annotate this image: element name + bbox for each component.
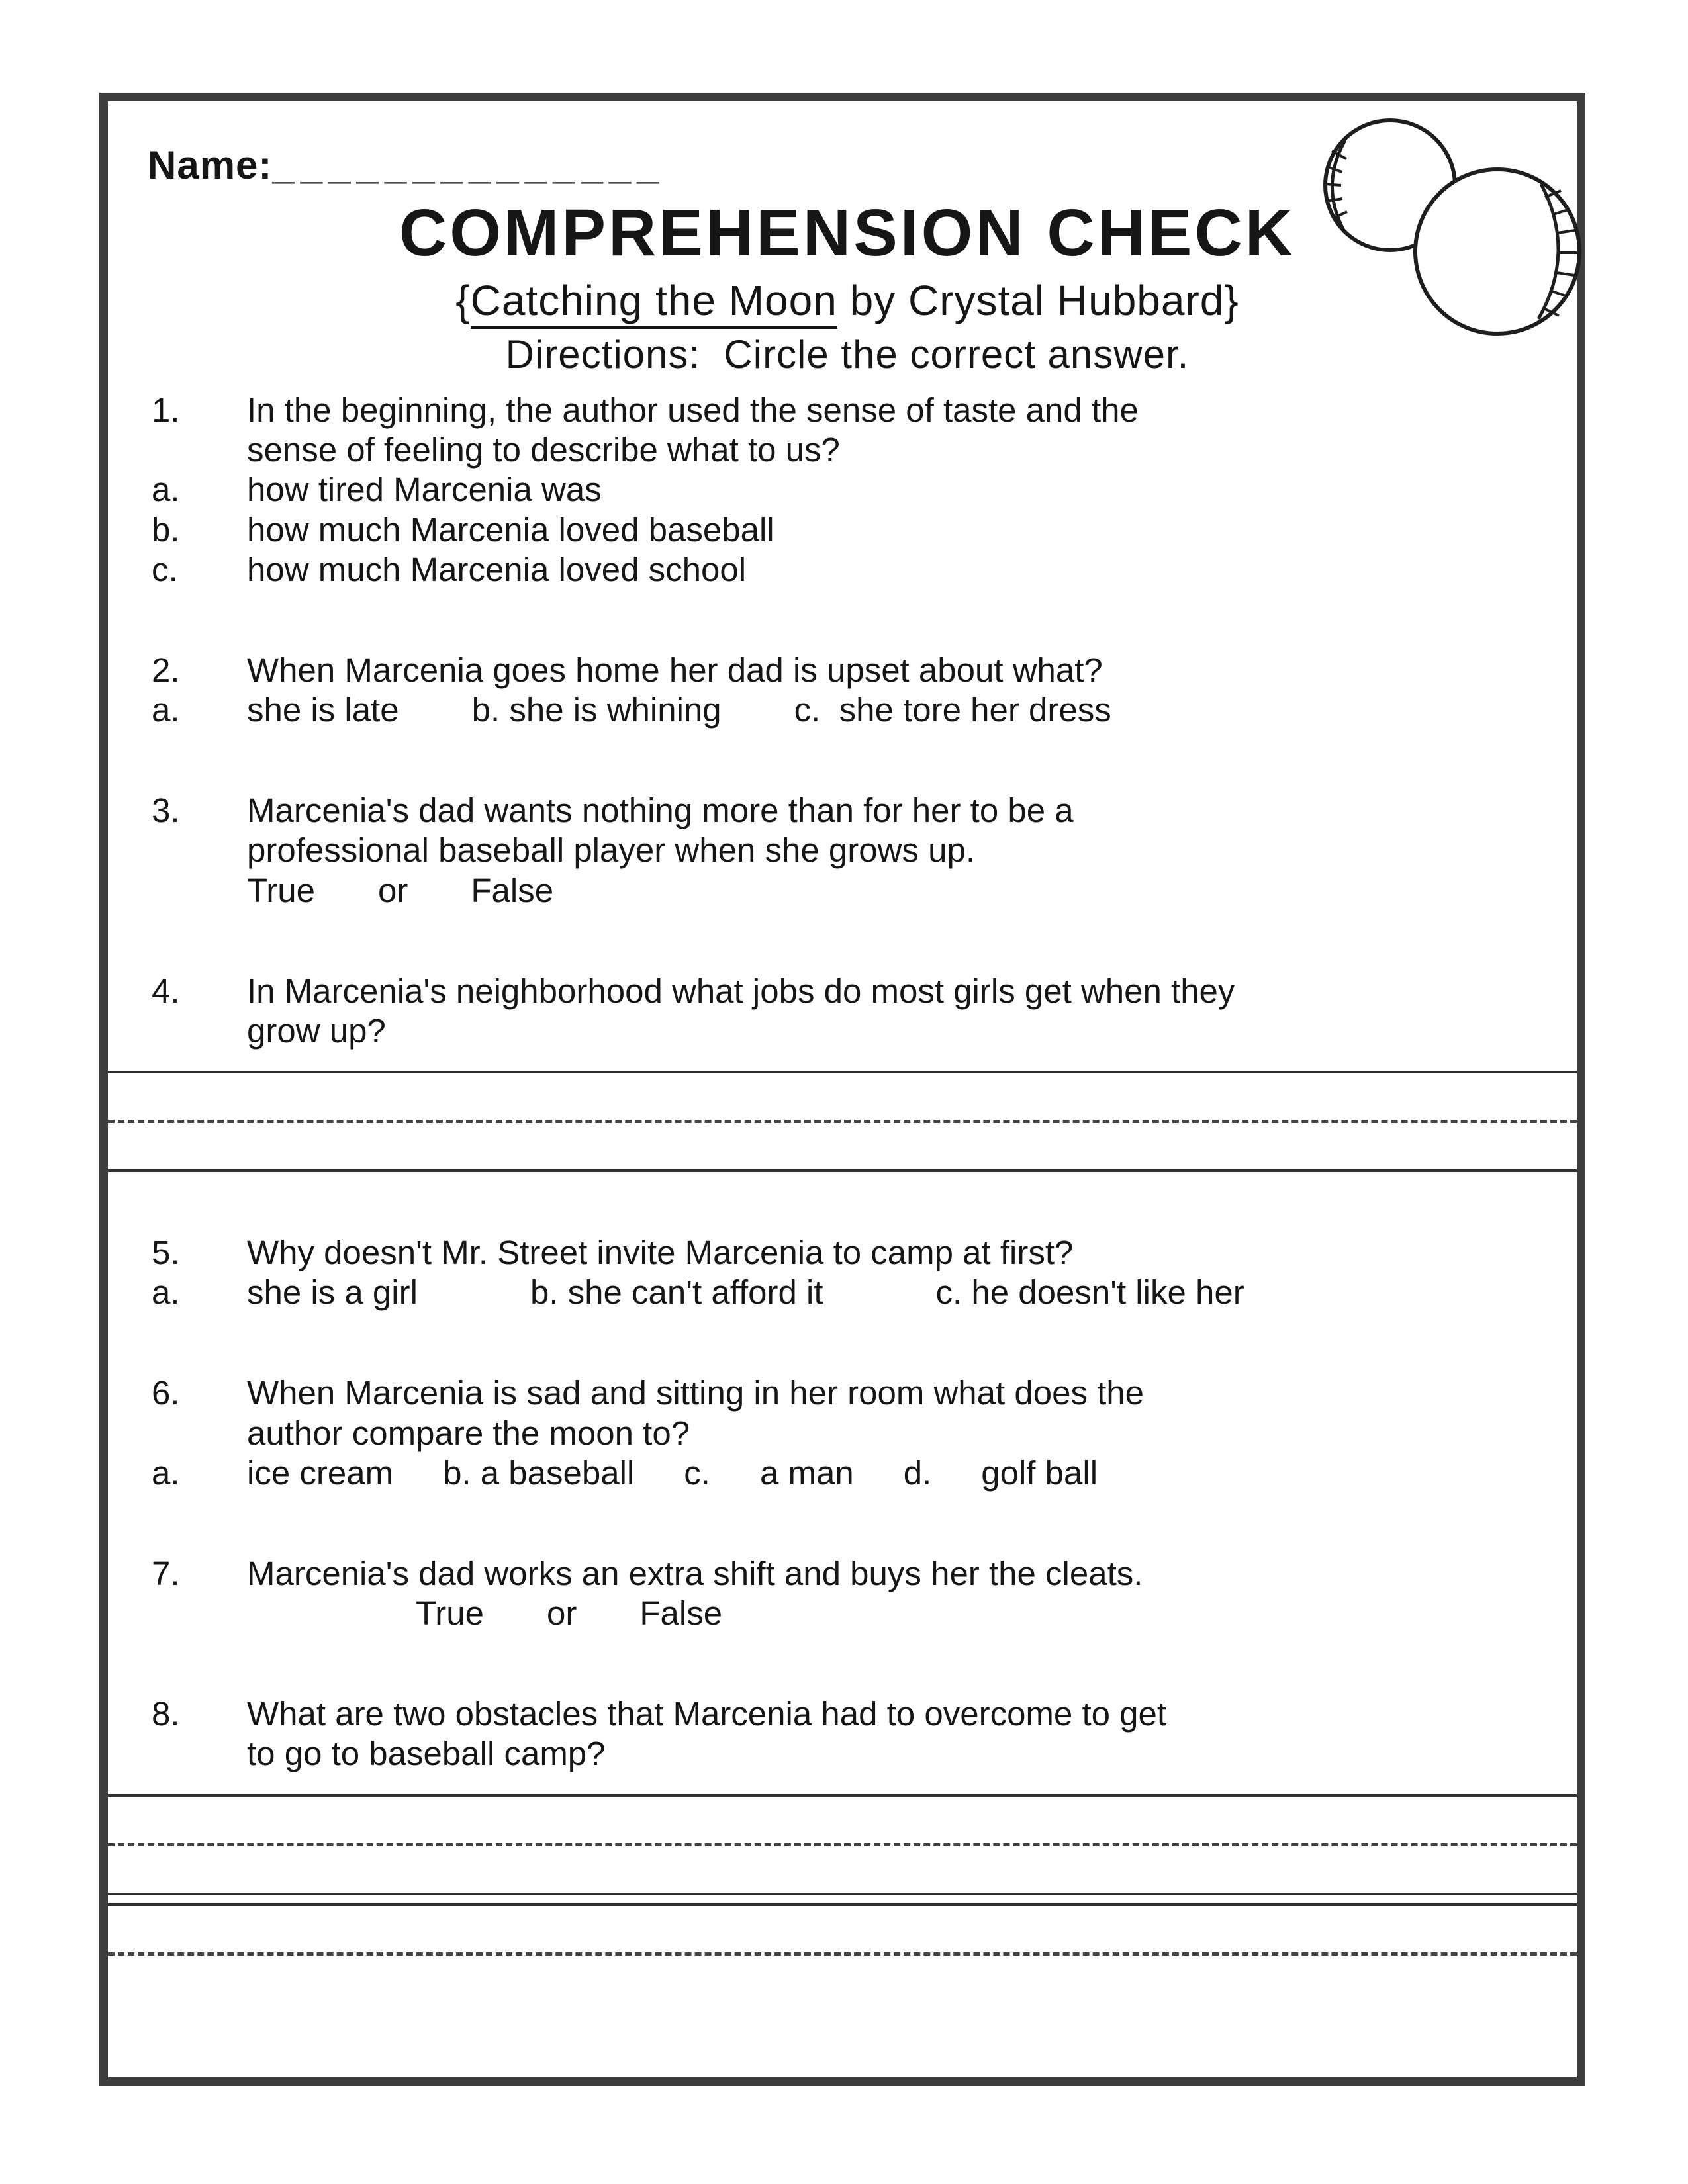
choice-option[interactable]: she is late bbox=[247, 691, 399, 729]
book-title: Catching the Moon bbox=[471, 277, 837, 329]
question-2 bbox=[148, 651, 1547, 730]
true-false-row bbox=[247, 871, 1547, 911]
true-option[interactable]: True bbox=[416, 1594, 484, 1633]
choice-option[interactable]: how much Marcenia loved school bbox=[247, 550, 747, 588]
question-number: 2. bbox=[152, 651, 180, 689]
choice-option[interactable]: ice cream bbox=[247, 1453, 394, 1492]
name-label: Name: bbox=[148, 143, 273, 187]
directions-text: Directions: Circle the correct answer. bbox=[505, 332, 1190, 377]
choice-letter: a. bbox=[152, 1273, 180, 1312]
question-text-line: Marcenia's dad works an extra shift and buys her the cleats. bbox=[247, 1554, 1143, 1592]
answer-line-dashed[interactable] bbox=[108, 1952, 1577, 1956]
page-border-frame bbox=[99, 93, 1585, 2086]
choice-letter: c. bbox=[684, 1453, 710, 1492]
question-number: 8. bbox=[152, 1695, 180, 1733]
choice-letter: a. bbox=[152, 691, 180, 729]
worksheet-title: COMPREHENSION CHECK bbox=[399, 196, 1295, 270]
answer-line-dashed[interactable] bbox=[108, 1843, 1577, 1846]
question-4 bbox=[148, 972, 1547, 1172]
question-3 bbox=[148, 791, 1547, 911]
question-5 bbox=[148, 1233, 1547, 1312]
false-option[interactable]: False bbox=[471, 871, 554, 909]
question-text-line: to go to baseball camp? bbox=[247, 1735, 606, 1773]
question-number: 4. bbox=[152, 972, 180, 1010]
answer-line-solid[interactable] bbox=[108, 1071, 1577, 1073]
question-8 bbox=[148, 1694, 1547, 1955]
question-text-line: Marcenia's dad wants nothing more than for her to be a bbox=[247, 792, 1074, 830]
choice-option[interactable]: a man bbox=[759, 1453, 854, 1492]
question-text-line: When Marcenia goes home her dad is upset about what? bbox=[247, 651, 1103, 689]
answer-writing-lines bbox=[108, 1071, 1577, 1172]
true-option[interactable]: True bbox=[247, 871, 315, 909]
answer-line-solid[interactable] bbox=[108, 1169, 1577, 1172]
choice-option[interactable]: b. she is whining bbox=[471, 691, 722, 729]
question-text-line: When Marcenia is sad and sitting in her room what does the bbox=[247, 1374, 1145, 1412]
choice-option[interactable]: how tired Marcenia was bbox=[247, 471, 602, 509]
false-option[interactable]: False bbox=[639, 1594, 723, 1633]
question-text-line: author compare the moon to? bbox=[247, 1414, 690, 1452]
choice-option[interactable]: b. a baseball bbox=[443, 1453, 635, 1492]
choice-option[interactable]: b. she can't afford it bbox=[530, 1273, 823, 1312]
choice-letter: d. bbox=[903, 1453, 932, 1492]
subtitle-byline: by Crystal Hubbard} bbox=[837, 277, 1239, 324]
answer-line-double[interactable] bbox=[108, 1893, 1577, 1906]
question-text-line: In Marcenia's neighborhood what jobs do most girls get when they bbox=[247, 972, 1235, 1010]
choice-letter: a. bbox=[152, 1453, 180, 1492]
question-number: 6. bbox=[152, 1374, 180, 1412]
question-number: 1. bbox=[152, 391, 180, 429]
choice-letter: a. bbox=[152, 471, 180, 509]
choice-option[interactable]: she is a girl bbox=[247, 1273, 418, 1312]
question-7 bbox=[148, 1554, 1547, 1633]
choice-option[interactable]: c. he doesn't like her bbox=[935, 1273, 1244, 1312]
answer-line-solid[interactable] bbox=[108, 1794, 1577, 1797]
choice-option[interactable]: c. she tore her dress bbox=[794, 691, 1111, 729]
or-label: or bbox=[377, 871, 408, 909]
or-label: or bbox=[546, 1594, 577, 1633]
question-text-line: grow up? bbox=[247, 1011, 386, 1050]
question-text-line: In the beginning, the author used the sense of taste and the bbox=[247, 391, 1139, 429]
question-text-line: professional baseball player when she grows up. bbox=[247, 831, 975, 870]
subtitle-open-brace: { bbox=[455, 277, 471, 324]
choice-letter: b. bbox=[152, 510, 180, 549]
question-text-line: What are two obstacles that Marcenia had to overcome to get bbox=[247, 1695, 1167, 1733]
answer-writing-lines bbox=[108, 1794, 1577, 1956]
choice-letter: c. bbox=[152, 550, 178, 588]
question-number: 5. bbox=[152, 1234, 180, 1272]
answer-line-dashed[interactable] bbox=[108, 1120, 1577, 1123]
question-text-line: sense of feeling to describe what to us? bbox=[247, 431, 840, 469]
name-blank[interactable]: ______________ bbox=[272, 143, 665, 187]
question-6 bbox=[148, 1373, 1547, 1493]
choice-option[interactable]: golf ball bbox=[981, 1453, 1098, 1492]
worksheet-content bbox=[108, 101, 1577, 2077]
true-false-row bbox=[416, 1594, 1547, 1633]
question-number: 3. bbox=[152, 792, 180, 830]
question-number: 7. bbox=[152, 1554, 180, 1592]
question-text-line: Why doesn't Mr. Street invite Marcenia to camp at first? bbox=[247, 1234, 1074, 1272]
baseball-icon bbox=[1317, 113, 1589, 338]
question-1 bbox=[148, 390, 1547, 590]
choice-option[interactable]: how much Marcenia loved baseball bbox=[247, 510, 774, 549]
